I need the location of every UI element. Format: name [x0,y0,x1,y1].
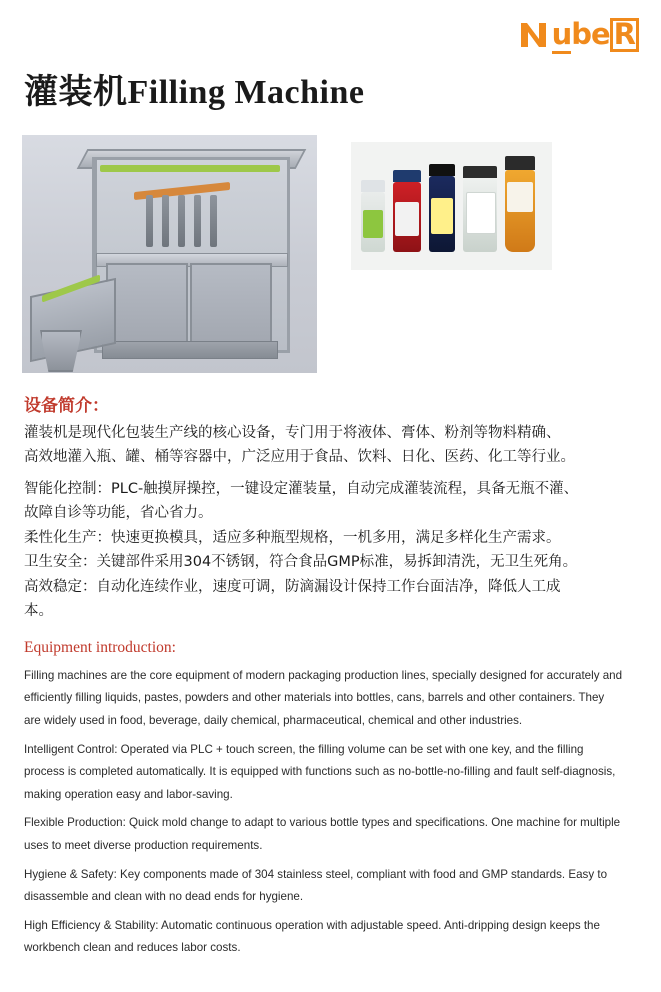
cn-intro-line-1: 灌装机是现代化包装生产线的核心设备，专门用于将液体、膏体、粉剂等物料精确、 [24,425,561,441]
english-body [24,665,624,960]
en-paragraph-1: Filling machines are the core equipment of modern packaging production lines, specially designed for accurately and efficiently filling liquids, pastes, powders and other materials into bottles, cans, barrels and other containers. They are widely used in food, beverage, daily chemical, pharmaceutical, chemical and other industries. [24,668,623,727]
bottle-1 [361,180,385,252]
machine-hopper [40,330,82,372]
page-title-chinese: 灌装机 [24,72,128,112]
en-paragraph-3: Flexible Production: Quick mold change to adapt to various bottle types and specifications. One machine for multiple uses to meet diverse production requirements. [24,816,621,852]
cn-point-line-5: 高效稳定：自动化连续作业，速度可调，防滴漏设计保持工作台面洁净，降低人工成 [24,578,561,595]
cn-point-line-6: 本。 [24,603,53,620]
cn-point-line-3: 柔性化生产：快速更换模具，适应多种瓶型规格，一机多用，满足多样化生产需求。 [24,529,561,546]
en-paragraph-4: Hygiene & Safety: Key components made of 304 stainless steel, compliant with food and GMP standards. Easy to disassemble and clean with no dead ends for hygiene. [24,867,608,904]
machine-cabinet-door-left [106,263,188,347]
cn-point-line-4: 卫生安全：关键部件采用304不锈钢，符合食品GMP标准，易拆卸清洗，无卫生死角。 [24,554,578,571]
bottle-2 [393,170,421,252]
cn-point-line-2: 故障自诊等功能，省心省力。 [24,505,213,522]
machine-cabinet-door-right [190,263,272,347]
logo-bar [22,0,639,62]
machine-green-trim-top [100,165,280,172]
machine-photo [22,135,317,373]
machine-nozzle-group [142,195,228,251]
machine-base [102,341,278,359]
bottle-5 [505,156,535,252]
logo-mark-icon [519,19,549,49]
en-paragraph-2: Intelligent Control: Operated via PLC + touch screen, the filling volume can be set with one key, and the filling process is completed automatically. It is equipped with functions such as no-bottle-no-filling and fault self-diagnosis, making operation easy and labor-saving. [24,742,616,801]
section-heading-english: Equipment introduction: [24,638,176,656]
image-row [22,135,639,373]
section-heading-chinese: 设备简介： [24,396,109,416]
bottle-4 [463,166,497,252]
logo-wordmark: ube R [552,18,639,52]
brand-logo [519,17,639,51]
paragraph-spacer [24,471,639,478]
cn-intro-line-2: 高效地灌入瓶、罐、桶等容器中，广泛应用于食品、饮料、日化、医药、化工等行业。 [24,449,575,466]
chinese-body [24,422,639,623]
page-title-english: Filling Machine [127,74,365,111]
bottles-photo [351,142,552,270]
bottle-3 [429,164,455,252]
page-title [24,64,639,113]
cn-point-line-1: 智能化控制：PLC-触摸屏操控，一键设定灌装量，自动完成灌装流程，具备无瓶不灌、 [24,480,579,497]
en-paragraph-5: High Efficiency & Stability: Automatic continuous operation with adjustable speed. Anti-dripping design keeps the workbench clean and reduces labor costs. [24,918,600,955]
